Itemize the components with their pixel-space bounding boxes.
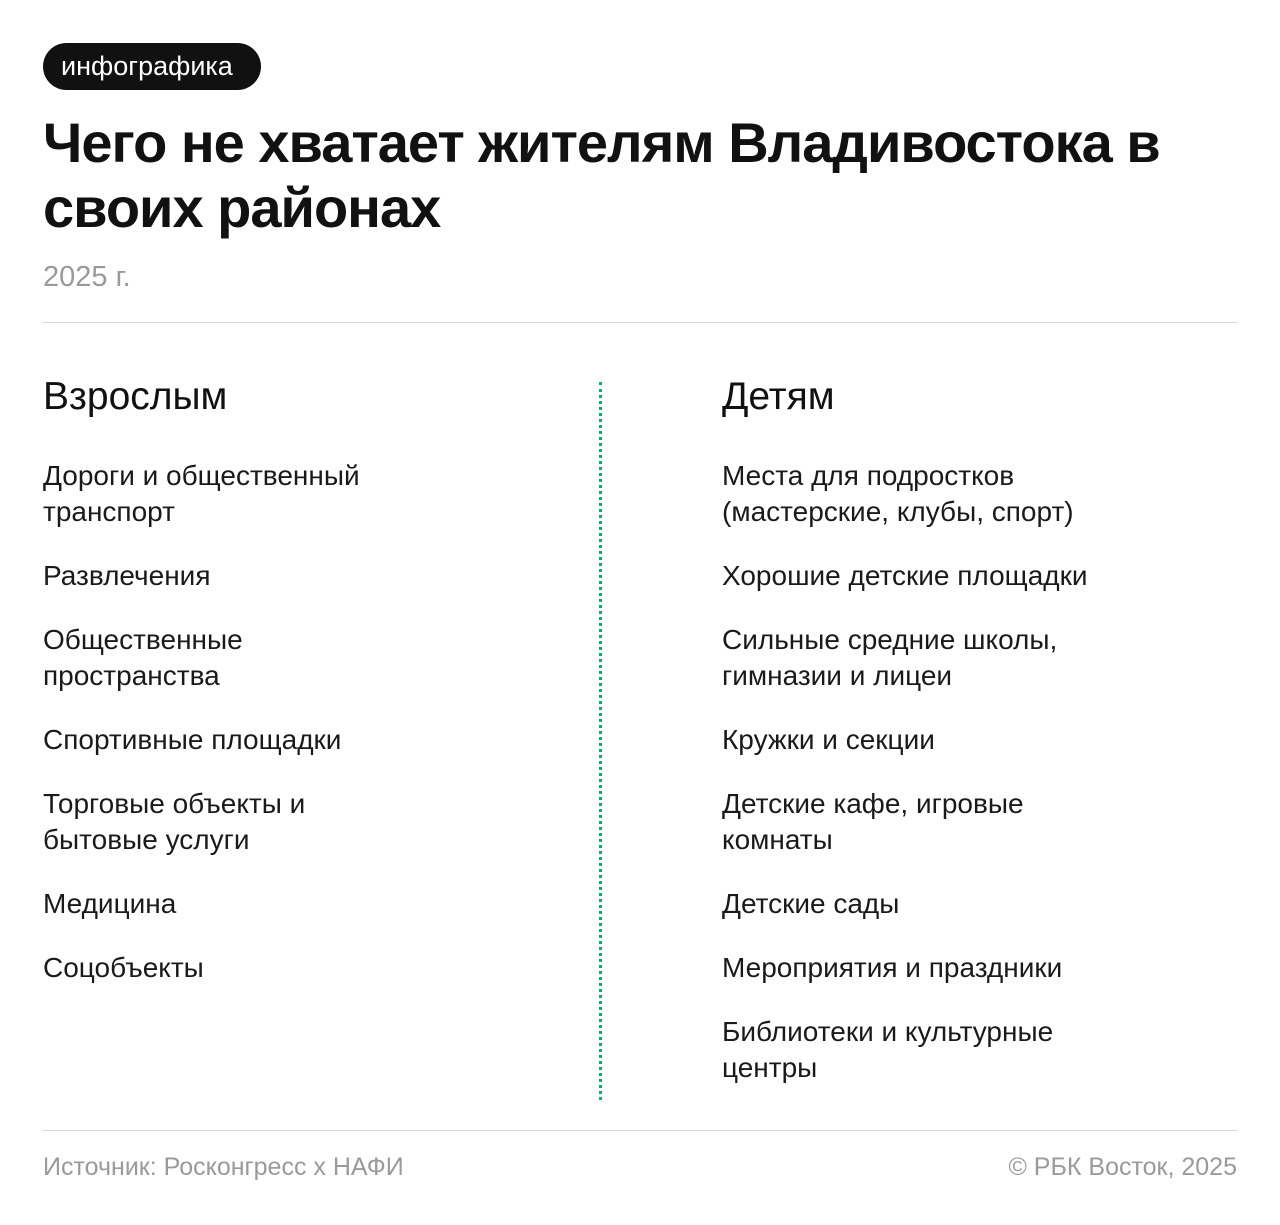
list-item: Детские кафе, игровые комнаты (722, 788, 1024, 855)
list-item: Кружки и секции (722, 724, 935, 755)
list-item: Мероприятия и праздники (722, 952, 1063, 983)
list-item: Места для подростков (мастерские, клубы, спорт) (722, 460, 1074, 527)
list-item: Библиотеки и культурные центры (722, 1016, 1054, 1083)
infographic-tag: инфографика (43, 43, 261, 90)
list-item: Спортивные площадки (43, 724, 342, 755)
children-heading: Детям (722, 375, 835, 418)
list-item: Торговые объекты и бытовые услуги (43, 788, 306, 855)
list-item: Детские сады (722, 888, 900, 919)
list-item: Развлечения (43, 560, 211, 591)
list-item: Дороги и общественный транспорт (43, 460, 360, 527)
list-item: Общественные пространства (43, 624, 243, 691)
subtitle-year: 2025 г. (43, 261, 131, 293)
adults-list (43, 458, 563, 986)
list-item: Соцобъекты (43, 952, 204, 983)
page-title: Чего не хватает жителям Владивостока в своих районах (43, 111, 1160, 239)
children-list (722, 458, 1237, 1086)
top-divider-line (43, 322, 1237, 323)
children-column (722, 372, 1237, 1114)
list-item: Сильные средние школы, гимназии и лицеи (722, 624, 1058, 691)
adults-column (43, 372, 563, 1014)
adults-heading: Взрослым (43, 375, 228, 418)
source-note: Источник: Росконгресс x НАФИ (43, 1153, 404, 1181)
bottom-divider-line (43, 1130, 1237, 1131)
list-item: Медицина (43, 888, 177, 919)
list-item: Хорошие детские площадки (722, 560, 1088, 591)
copyright-note: © РБК Восток, 2025 (1008, 1153, 1237, 1181)
column-divider (599, 382, 602, 1100)
